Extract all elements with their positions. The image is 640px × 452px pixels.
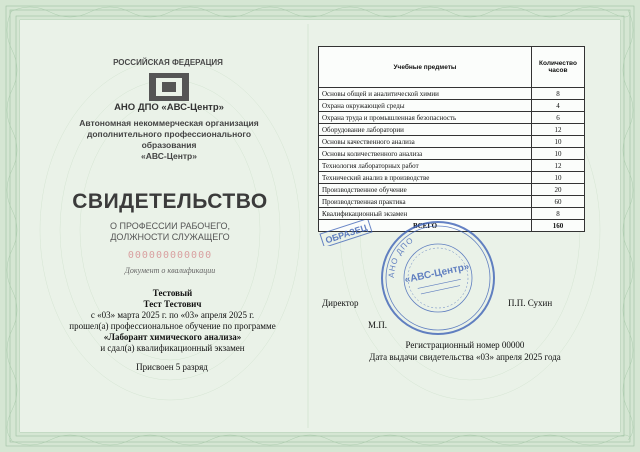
hours-cell: 10 [532,136,585,148]
holder-block [60,288,285,354]
holder-name: Тест Тестович [143,299,202,309]
subject-cell: Охрана окружающей среды [319,100,532,112]
seal-center-text: «АВС-Центр» [403,261,471,286]
certificate-title: СВИДЕТЕЛЬСТВО [72,190,268,213]
certificate-number: 000000000000 [127,250,213,261]
sample-stamp [318,220,374,246]
hours-column-header: Количество часов [532,47,585,88]
table-row [319,196,585,208]
hours-cell: 8 [532,88,585,100]
subject-cell: Производственная практика [319,196,532,208]
table-row [319,112,585,124]
hours-cell: 8 [532,208,585,220]
subject-cell: Охрана труда и промышленная безопасность [319,112,532,124]
hours-cell: 60 [532,196,585,208]
table-row [319,148,585,160]
subject-cell: Технология лабораторных работ [319,160,532,172]
director-label: Директор [322,298,359,308]
table-row [319,184,585,196]
subjects-table [318,46,585,232]
hours-cell: 10 [532,148,585,160]
subject-cell: Основы количественного анализа [319,148,532,160]
table-row [319,172,585,184]
subjects-column-header: Учебные предметы [319,47,532,88]
table-header-row [319,47,585,88]
subtitle-line: О ПРОФЕССИИ РАБОЧЕГО, [110,221,230,231]
federation-label: РОССИЙСКАЯ ФЕДЕРАЦИЯ [113,58,223,67]
org-description-line: «АВС-Центр» [141,151,197,161]
organization-description [64,118,274,162]
certificate-subtitle [90,221,250,243]
hours-cell: 6 [532,112,585,124]
hours-cell: 12 [532,160,585,172]
hours-cell: 4 [532,100,585,112]
total-hours: 160 [532,220,585,232]
subtitle-line: ДОЛЖНОСТИ СЛУЖАЩЕГО [110,232,230,242]
table-row [319,160,585,172]
table-row [319,136,585,148]
org-description-line: Автономная некоммерческая организация [79,118,259,128]
hours-cell: 10 [532,172,585,184]
table-row [319,124,585,136]
document-type: Документ о квалификации [124,266,216,275]
hours-cell: 12 [532,124,585,136]
issue-date: Дата выдачи свидетельства «03» апреля 2025 года [369,352,561,362]
organization-name: АНО ДПО «АВС-Центр» [114,102,224,113]
subject-cell: Основы качественного анализа [319,136,532,148]
sample-stamp-text: ОБРАЗЕЦ [324,222,369,246]
total-label: ВСЕГО [319,220,532,232]
org-description-line: дополнительного профессионального образования [86,129,252,150]
seal-place-label: М.П. [368,320,388,330]
assigned-rank: Присвоен 5 разряд [136,362,208,372]
organization-seal [378,218,498,338]
training-period: с «03» марта 2025 г. по «03» апреля 2025 г. [90,310,255,320]
subject-cell: Производственное обучение [319,184,532,196]
seal-ring-text: АНО ДПО [386,235,416,279]
table-row [319,88,585,100]
organization-logo [148,72,190,102]
subject-cell: Основы общей и аналитической химии [319,88,532,100]
subject-cell: Оборудование лаборатории [319,124,532,136]
exam-line: и сдал(а) квалификационный экзамен [100,343,245,353]
hours-cell: 20 [532,184,585,196]
holder-surname: Тестовый [152,288,193,298]
table-row [319,100,585,112]
registration-number: Регистрационный номер 00000 [405,340,525,350]
subject-cell: Технический анализ в производстве [319,172,532,184]
subject-cell: Квалификационный экзамен [319,208,532,220]
program-name: «Лаборант химического анализа» [103,332,242,342]
director-name: П.П. Сухин [508,298,553,308]
training-line: прошел(а) профессиональное обучение по программе [69,321,276,331]
